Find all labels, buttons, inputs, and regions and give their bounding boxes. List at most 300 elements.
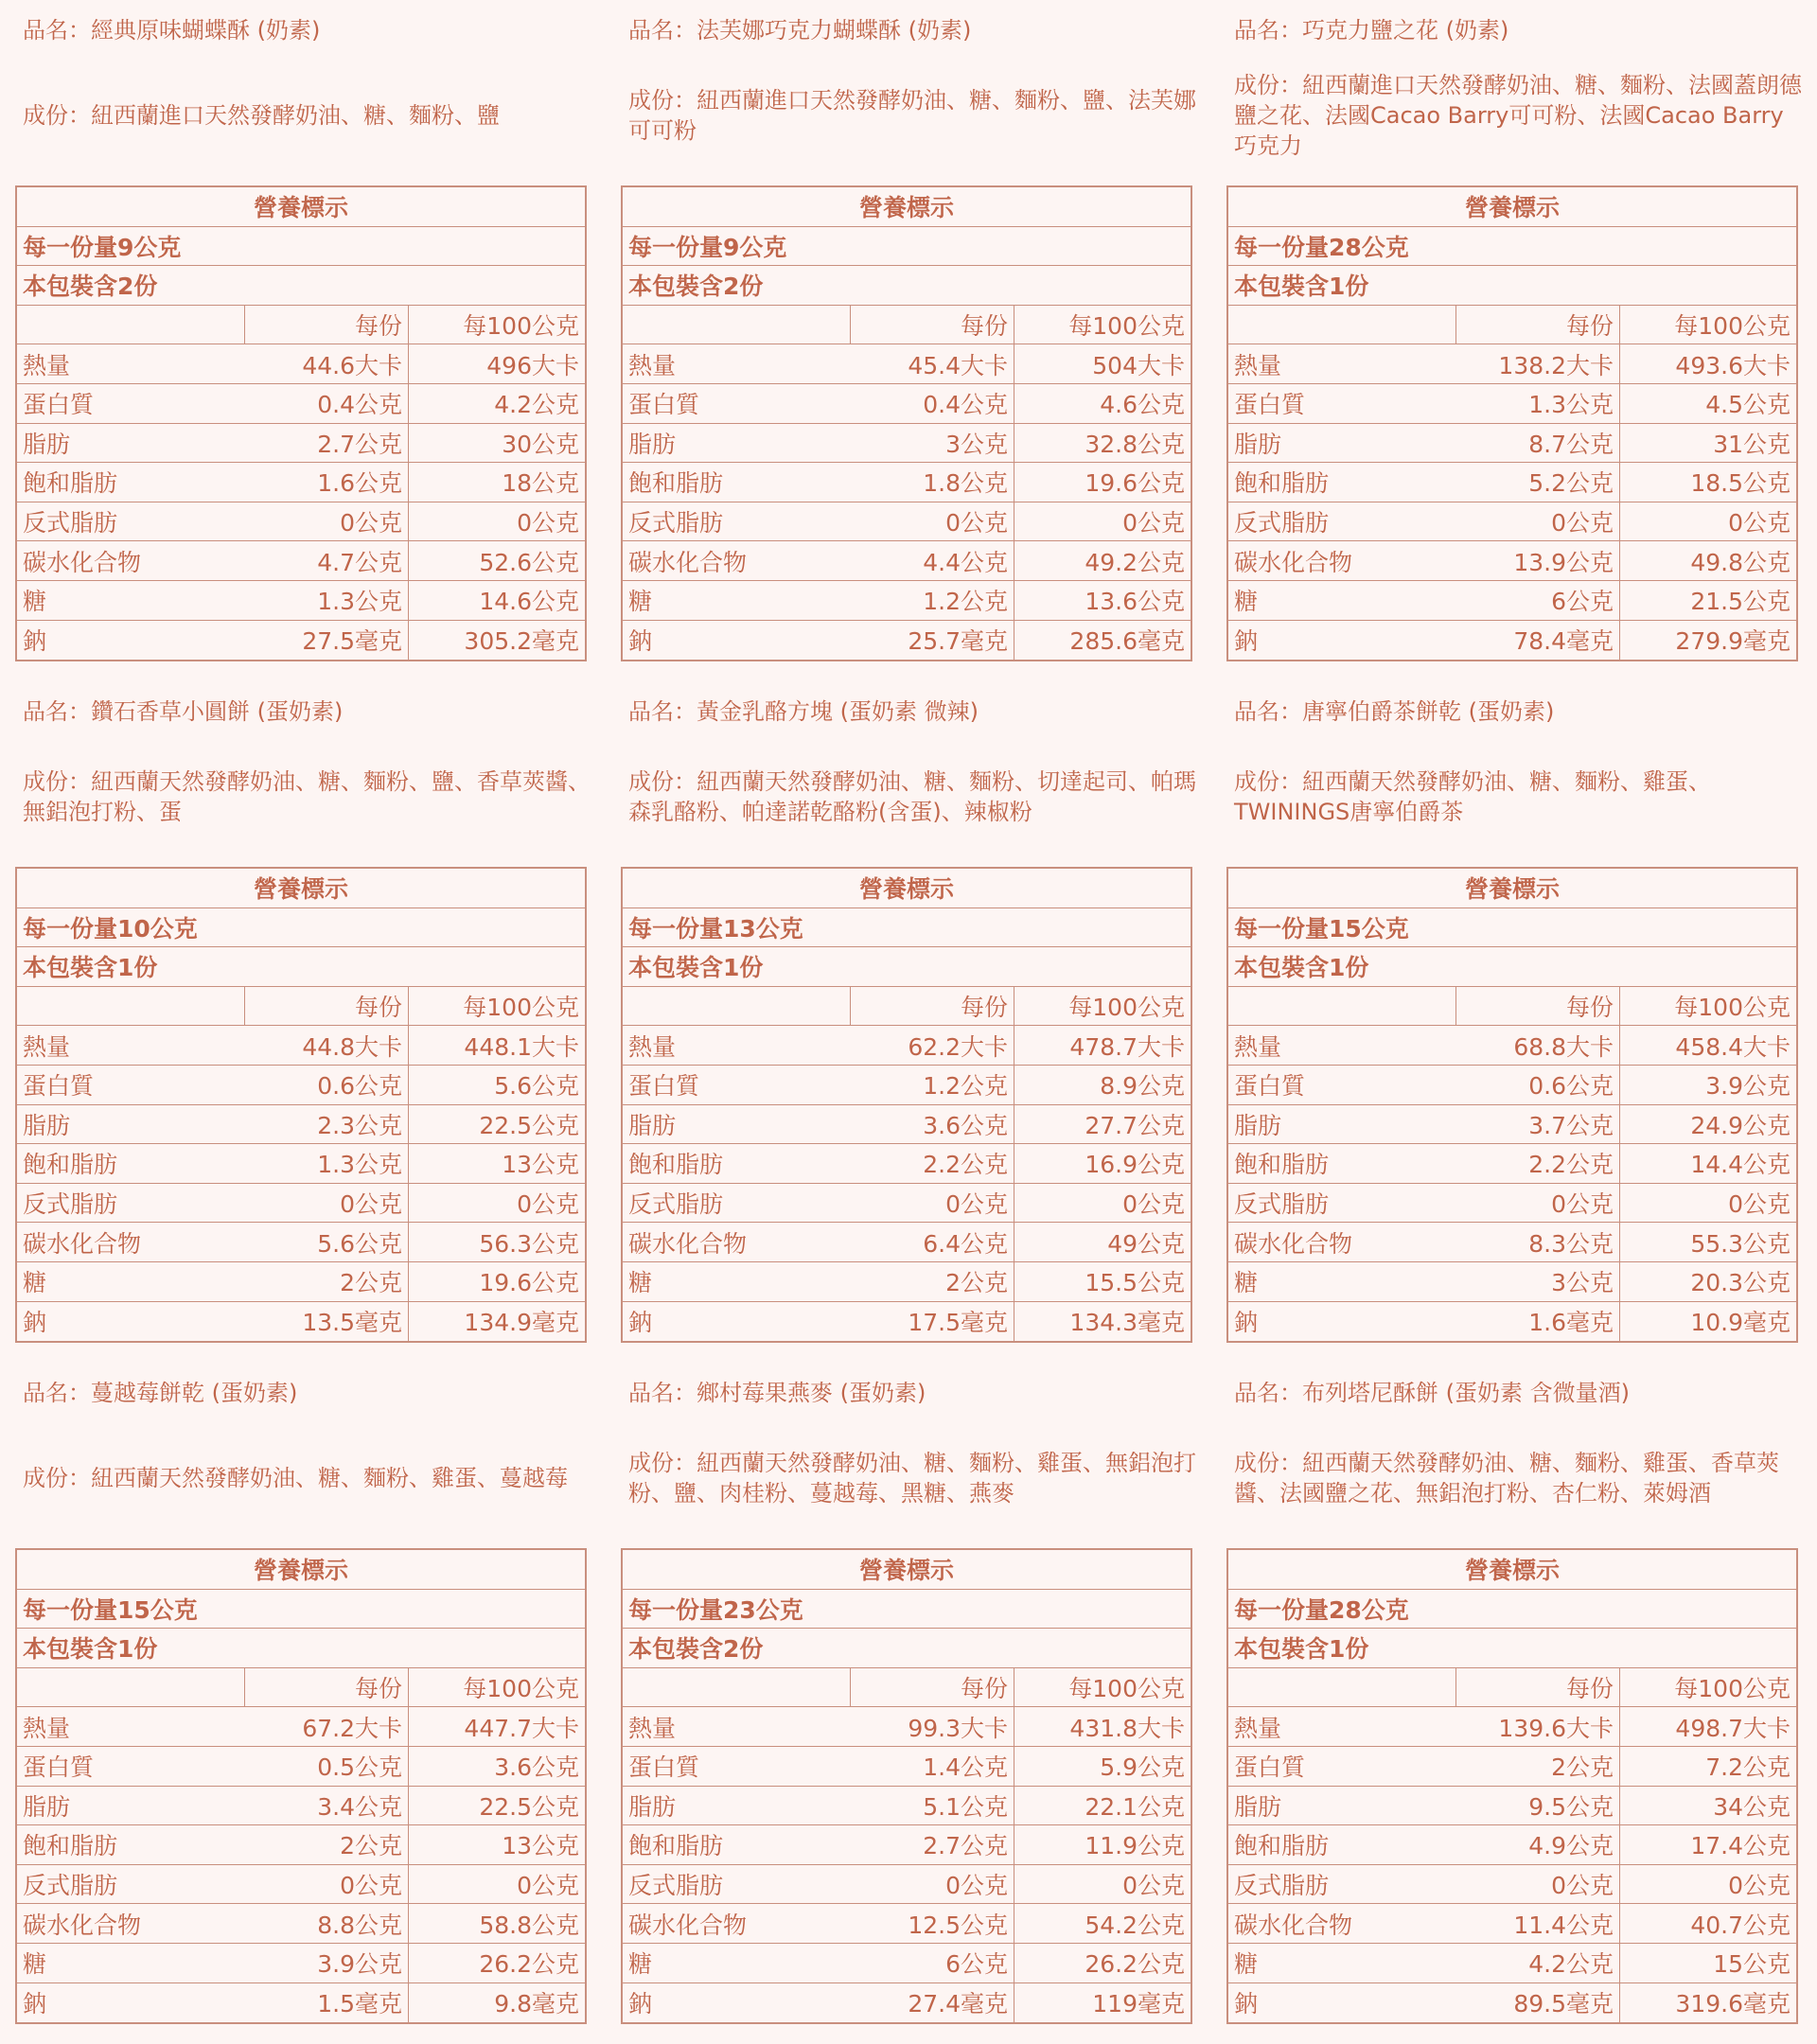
nutrient-label: 飽和脂肪 (1234, 469, 1330, 498)
per-100g-value: 22.1公克 (1085, 1792, 1185, 1821)
product-name: 品名：鄉村莓果燕麥 (蛋奶素) (628, 1380, 926, 1406)
table-row (17, 1825, 585, 1865)
per-100g-value: 478.7大卡 (1069, 1032, 1185, 1061)
nutrient-label: 糖 (628, 1269, 653, 1297)
nutrient-label: 脂肪 (1234, 1792, 1282, 1821)
per-serving-value: 3.6公克 (850, 1105, 1014, 1144)
per-100g-value: 7.2公克 (1705, 1753, 1791, 1782)
nutrient-label: 鈉 (1234, 627, 1259, 656)
per-serving-value: 0.5公克 (244, 1747, 409, 1786)
per-100g-value: 4.5公克 (1705, 391, 1791, 419)
per-serving-value: 4.2公克 (1455, 1944, 1620, 1982)
table-row (17, 1983, 585, 2023)
nutrition-title: 營養標示 (17, 1550, 585, 1590)
per-100g-value: 22.5公克 (479, 1111, 579, 1139)
per-serving-value: 13.5毫克 (244, 1302, 409, 1342)
per-100g-value: 49公克 (1107, 1229, 1185, 1258)
header-per-serving: 每份 (850, 987, 1014, 1026)
ingredients-value: 成份：紐西蘭進口天然發酵奶油、糖、麵粉、鹽 (23, 102, 500, 129)
table-row (17, 1787, 585, 1826)
per-100g-value: 22.5公克 (479, 1792, 579, 1821)
nutrient-label: 飽和脂肪 (628, 1151, 724, 1179)
per-100g-value: 19.6公克 (479, 1269, 579, 1297)
product-name: 品名：經典原味蝴蝶酥 (奶素) (23, 17, 321, 44)
nutrient-label: 蛋白質 (23, 391, 95, 419)
per-100g-value: 19.6公克 (1085, 469, 1185, 498)
ingredients-value: 成份：紐西蘭進口天然發酵奶油、糖、麵粉、鹽、法芙娜可可粉 (628, 87, 1196, 144)
nutrient-label: 鈉 (628, 1309, 653, 1337)
table-row (1228, 1223, 1796, 1262)
table-row (623, 1144, 1191, 1184)
per-serving-value: 1.6公克 (244, 463, 409, 502)
per-serving-value: 62.2大卡 (850, 1026, 1014, 1065)
per-serving-value: 89.5毫克 (1455, 1983, 1620, 2023)
table-row (17, 1747, 585, 1787)
product-name: 品名：巧克力鹽之花 (奶素) (1234, 17, 1509, 44)
table-row (17, 1904, 585, 1944)
per-100g-value: 54.2公克 (1085, 1911, 1185, 1939)
table-row (17, 502, 585, 542)
per-serving-value: 139.6大卡 (1455, 1707, 1620, 1746)
ingredients-value: 成份：紐西蘭天然發酵奶油、糖、麵粉、雞蛋、香草莢醬、法國鹽之花、無鋁泡打粉、杏仁粉、萊姆酒 (1234, 1450, 1779, 1507)
header-per-100g: 每100公克 (1068, 994, 1185, 1022)
per-100g-value: 26.2公克 (1085, 1950, 1185, 1979)
nutrient-label: 鈉 (1234, 1990, 1259, 2018)
per-serving-value: 0公克 (850, 1184, 1014, 1223)
serving-size: 每一份量10公克 (17, 908, 585, 948)
per-100g-value: 4.6公克 (1100, 391, 1185, 419)
nutrient-label: 脂肪 (1234, 430, 1282, 458)
per-100g-value: 18.5公克 (1690, 469, 1791, 498)
per-serving-value: 8.8公克 (244, 1904, 409, 1943)
nutrient-label: 反式脂肪 (628, 1872, 724, 1900)
ingredients-value: 成份：紐西蘭天然發酵奶油、糖、麵粉、鹽、香草莢醬、無鋁泡打粉、蛋 (23, 768, 591, 825)
nutrient-label: 碳水化合物 (1234, 1229, 1353, 1258)
table-row (623, 1066, 1191, 1105)
table-row (623, 384, 1191, 424)
per-serving-value: 5.2公克 (1455, 463, 1620, 502)
nutrient-label: 脂肪 (1234, 1111, 1282, 1139)
per-serving-value: 99.3大卡 (850, 1707, 1014, 1746)
table-row (1228, 621, 1796, 661)
ingredients-text (1234, 1431, 1802, 1525)
ingredients-value: 成份：紐西蘭天然發酵奶油、糖、麵粉、雞蛋、TWININGS唐寧伯爵茶 (1234, 768, 1711, 825)
per-100g-value: 56.3公克 (479, 1229, 579, 1258)
per-100g-value: 20.3公克 (1690, 1269, 1791, 1297)
table-row (17, 384, 585, 424)
nutrient-label: 碳水化合物 (23, 1229, 142, 1258)
table-row (1228, 344, 1796, 384)
per-100g-value: 31公克 (1713, 430, 1791, 458)
nutrition-table (1226, 185, 1798, 661)
serving-size: 每一份量28公克 (1228, 227, 1796, 267)
product-name: 品名：蔓越莓餅乾 (蛋奶素) (23, 1380, 298, 1406)
nutrient-label: 飽和脂肪 (1234, 1832, 1330, 1860)
nutrient-label: 鈉 (23, 1990, 47, 2018)
per-100g-value: 21.5公克 (1690, 588, 1791, 616)
servings-per-package: 本包裝含1份 (623, 947, 1191, 987)
per-serving-value: 8.7公克 (1455, 424, 1620, 463)
servings-per-package: 本包裝含1份 (1228, 1629, 1796, 1668)
product-name: 品名：唐寧伯爵茶餅乾 (蛋奶素) (1234, 698, 1555, 725)
per-serving-value: 78.4毫克 (1455, 621, 1620, 661)
per-100g-value: 285.6毫克 (1069, 627, 1185, 656)
per-100g-value: 0公克 (1728, 1872, 1791, 1900)
servings-per-package: 本包裝含1份 (17, 947, 585, 987)
nutrient-label: 反式脂肪 (23, 509, 118, 537)
header-per-100g: 每100公克 (463, 312, 579, 341)
per-serving-value: 4.9公克 (1455, 1825, 1620, 1864)
per-serving-value: 1.3公克 (1455, 384, 1620, 423)
header-per-serving: 每份 (244, 987, 409, 1026)
header-per-100g: 每100公克 (1674, 994, 1791, 1022)
table-row (1228, 1983, 1796, 2023)
table-row (1228, 1262, 1796, 1302)
nutrient-label: 熱量 (1234, 351, 1282, 379)
per-serving-value: 44.8大卡 (244, 1026, 409, 1065)
nutrient-label: 鈉 (1234, 1309, 1259, 1337)
nutrient-label: 飽和脂肪 (1234, 1151, 1330, 1179)
per-100g-value: 5.9公克 (1100, 1753, 1185, 1782)
table-row (17, 621, 585, 661)
nutrient-label: 蛋白質 (23, 1072, 95, 1101)
table-row (17, 1262, 585, 1302)
table-row (1228, 1302, 1796, 1342)
nutrition-table (621, 867, 1192, 1343)
per-100g-value: 319.6毫克 (1675, 1990, 1791, 2018)
per-serving-value: 0.4公克 (244, 384, 409, 423)
servings-per-package: 本包裝含1份 (17, 1629, 585, 1668)
per-100g-value: 13.6公克 (1085, 588, 1185, 616)
table-row (17, 1184, 585, 1224)
table-header-row (17, 306, 585, 345)
per-serving-value: 2.2公克 (1455, 1144, 1620, 1183)
ingredients-text (1234, 68, 1802, 163)
per-100g-value: 458.4大卡 (1675, 1032, 1791, 1061)
per-serving-value: 2公克 (244, 1262, 409, 1301)
nutrient-label: 糖 (1234, 1950, 1259, 1979)
per-serving-value: 3.9公克 (244, 1944, 409, 1982)
per-100g-value: 52.6公克 (479, 548, 579, 576)
header-per-100g: 每100公克 (463, 994, 579, 1022)
table-row (1228, 502, 1796, 542)
table-header-row (1228, 987, 1796, 1027)
per-100g-value: 0公克 (1122, 509, 1185, 537)
nutrient-label: 蛋白質 (1234, 1072, 1306, 1101)
ingredients-value: 成份：紐西蘭天然發酵奶油、糖、麵粉、切達起司、帕瑪森乳酪粉、帕達諾乾酪粉(含蛋)、辣椒粉 (628, 768, 1196, 825)
per-100g-value: 0公克 (517, 1872, 579, 1900)
servings-per-package: 本包裝含1份 (1228, 266, 1796, 306)
table-row (17, 541, 585, 581)
per-100g-value: 134.3毫克 (1069, 1309, 1185, 1337)
per-serving-value: 5.6公克 (244, 1223, 409, 1261)
nutrient-label: 脂肪 (23, 1792, 71, 1821)
per-100g-value: 8.9公克 (1100, 1072, 1185, 1101)
table-row (623, 1026, 1191, 1066)
serving-size: 每一份量9公克 (17, 227, 585, 267)
per-100g-value: 4.2公克 (494, 391, 579, 419)
ingredients-text (23, 749, 591, 844)
per-100g-value: 305.2毫克 (464, 627, 579, 656)
per-serving-value: 6公克 (1455, 581, 1620, 620)
nutrient-label: 脂肪 (628, 1792, 677, 1821)
product-name: 品名：法芙娜巧克力蝴蝶酥 (奶素) (628, 17, 972, 44)
table-header-row (623, 306, 1191, 345)
nutrition-table (621, 185, 1192, 661)
serving-size: 每一份量15公克 (17, 1590, 585, 1630)
per-100g-value: 26.2公克 (479, 1950, 579, 1979)
per-serving-value: 1.3公克 (244, 581, 409, 620)
per-serving-value: 45.4大卡 (850, 344, 1014, 383)
serving-size: 每一份量15公克 (1228, 908, 1796, 948)
per-serving-value: 9.5公克 (1455, 1787, 1620, 1825)
per-100g-value: 0公克 (1122, 1872, 1185, 1900)
header-per-serving: 每份 (850, 306, 1014, 344)
per-serving-value: 0公克 (244, 502, 409, 541)
per-serving-value: 11.4公克 (1455, 1904, 1620, 1943)
table-row (17, 1105, 585, 1145)
table-row (623, 1904, 1191, 1944)
per-serving-value: 1.4公克 (850, 1747, 1014, 1786)
nutrient-label: 碳水化合物 (628, 548, 748, 576)
table-row (17, 1865, 585, 1905)
header-per-serving: 每份 (1455, 987, 1620, 1026)
nutrient-label: 碳水化合物 (23, 1911, 142, 1939)
per-serving-value: 0公克 (850, 1865, 1014, 1904)
per-serving-value: 0公克 (1455, 1184, 1620, 1223)
nutrient-label: 糖 (1234, 1269, 1259, 1297)
table-row (1228, 1944, 1796, 1983)
table-row (17, 424, 585, 464)
nutrient-label: 反式脂肪 (23, 1872, 118, 1900)
table-row (623, 1787, 1191, 1826)
per-serving-value: 1.3公克 (244, 1144, 409, 1183)
table-row (17, 581, 585, 621)
header-per-100g: 每100公克 (1068, 312, 1185, 341)
nutrient-label: 反式脂肪 (1234, 1872, 1330, 1900)
table-row (17, 1707, 585, 1747)
nutrient-label: 蛋白質 (1234, 391, 1306, 419)
table-row (623, 424, 1191, 464)
nutrient-label: 飽和脂肪 (628, 1832, 724, 1860)
nutrient-label: 脂肪 (23, 430, 71, 458)
per-serving-value: 0.6公克 (1455, 1066, 1620, 1104)
servings-per-package: 本包裝含2份 (623, 1629, 1191, 1668)
table-row (1228, 1825, 1796, 1865)
nutrient-label: 熱量 (1234, 1032, 1282, 1061)
per-100g-value: 14.6公克 (479, 588, 579, 616)
table-row (17, 1026, 585, 1066)
nutrient-label: 飽和脂肪 (23, 1832, 118, 1860)
nutrient-label: 熱量 (628, 1714, 677, 1742)
per-serving-value: 3公克 (850, 424, 1014, 463)
ingredients-text (1234, 749, 1802, 844)
per-100g-value: 14.4公克 (1690, 1151, 1791, 1179)
table-row (1228, 1747, 1796, 1787)
per-100g-value: 279.9毫克 (1675, 627, 1791, 656)
ingredients-text (23, 1431, 591, 1525)
nutrition-table (1226, 867, 1798, 1343)
serving-size: 每一份量13公克 (623, 908, 1191, 948)
table-row (623, 1747, 1191, 1787)
per-serving-value: 6公克 (850, 1944, 1014, 1982)
header-per-100g: 每100公克 (1674, 1675, 1791, 1703)
per-serving-value: 68.8大卡 (1455, 1026, 1620, 1065)
table-row (1228, 1184, 1796, 1224)
per-100g-value: 18公克 (502, 469, 579, 498)
table-row (1228, 424, 1796, 464)
per-100g-value: 119毫克 (1092, 1990, 1185, 2018)
per-100g-value: 15公克 (1713, 1950, 1791, 1979)
nutrient-label: 糖 (23, 588, 47, 616)
per-serving-value: 0公克 (1455, 502, 1620, 541)
per-serving-value: 3.7公克 (1455, 1105, 1620, 1144)
per-100g-value: 0公克 (517, 1190, 579, 1219)
servings-per-package: 本包裝含1份 (1228, 947, 1796, 987)
table-row (623, 1223, 1191, 1262)
nutrient-label: 反式脂肪 (1234, 509, 1330, 537)
per-serving-value: 2公克 (244, 1825, 409, 1864)
per-serving-value: 27.5毫克 (244, 621, 409, 661)
table-row (623, 1302, 1191, 1342)
per-serving-value: 27.4毫克 (850, 1983, 1014, 2023)
per-serving-value: 3公克 (1455, 1262, 1620, 1301)
table-row (1228, 1865, 1796, 1905)
per-serving-value: 1.8公克 (850, 463, 1014, 502)
ingredients-text (23, 68, 591, 163)
nutrient-label: 糖 (628, 588, 653, 616)
product-name: 品名：黃金乳酪方塊 (蛋奶素 微辣) (628, 698, 979, 725)
table-row (17, 344, 585, 384)
per-serving-value: 0公克 (850, 502, 1014, 541)
table-row (623, 463, 1191, 502)
table-row (1228, 1707, 1796, 1747)
table-header-row (623, 1668, 1191, 1708)
per-100g-value: 504大卡 (1092, 351, 1185, 379)
header-per-serving: 每份 (1455, 306, 1620, 344)
table-row (1228, 1026, 1796, 1066)
nutrient-label: 糖 (628, 1950, 653, 1979)
nutrient-label: 熱量 (628, 1032, 677, 1061)
per-100g-value: 55.3公克 (1690, 1229, 1791, 1258)
table-row (623, 1983, 1191, 2023)
per-100g-value: 134.9毫克 (464, 1309, 579, 1337)
per-100g-value: 0公克 (1122, 1190, 1185, 1219)
nutrient-label: 熱量 (23, 1714, 71, 1742)
table-row (17, 1944, 585, 1983)
per-100g-value: 40.7公克 (1690, 1911, 1791, 1939)
nutrient-label: 熱量 (1234, 1714, 1282, 1742)
nutrient-label: 鈉 (628, 1990, 653, 2018)
table-header-row (17, 1668, 585, 1708)
nutrient-label: 碳水化合物 (628, 1229, 748, 1258)
nutrient-label: 飽和脂肪 (23, 1151, 118, 1179)
per-100g-value: 16.9公克 (1085, 1151, 1185, 1179)
nutrient-label: 糖 (23, 1269, 47, 1297)
nutrient-label: 反式脂肪 (1234, 1190, 1330, 1219)
per-serving-value: 25.7毫克 (850, 621, 1014, 661)
nutrition-title: 營養標示 (623, 187, 1191, 227)
table-row (623, 541, 1191, 581)
per-serving-value: 1.6毫克 (1455, 1302, 1620, 1342)
table-row (623, 1184, 1191, 1224)
per-100g-value: 10.9毫克 (1690, 1309, 1791, 1337)
per-100g-value: 49.8公克 (1690, 548, 1791, 576)
per-serving-value: 44.6大卡 (244, 344, 409, 383)
nutrient-label: 脂肪 (628, 430, 677, 458)
per-serving-value: 4.4公克 (850, 541, 1014, 580)
ingredients-value: 成份：紐西蘭天然發酵奶油、糖、麵粉、雞蛋、無鋁泡打粉、鹽、肉桂粉、蔓越莓、黑糖、燕麥 (628, 1450, 1196, 1507)
header-per-serving: 每份 (244, 1668, 409, 1707)
per-100g-value: 448.1大卡 (464, 1032, 579, 1061)
table-row (623, 621, 1191, 661)
nutrient-label: 糖 (23, 1950, 47, 1979)
per-serving-value: 67.2大卡 (244, 1707, 409, 1746)
header-per-serving: 每份 (244, 306, 409, 344)
per-serving-value: 3.4公克 (244, 1787, 409, 1825)
table-row (17, 1223, 585, 1262)
per-100g-value: 34公克 (1713, 1792, 1791, 1821)
servings-per-package: 本包裝含2份 (17, 266, 585, 306)
nutrition-title: 營養標示 (17, 869, 585, 908)
table-row (623, 581, 1191, 621)
per-serving-value: 5.1公克 (850, 1787, 1014, 1825)
table-row (623, 1825, 1191, 1865)
servings-per-package: 本包裝含2份 (623, 266, 1191, 306)
per-100g-value: 0公克 (1728, 1190, 1791, 1219)
nutrition-table (15, 867, 587, 1343)
per-100g-value: 17.4公克 (1690, 1832, 1791, 1860)
nutrient-label: 反式脂肪 (628, 1190, 724, 1219)
nutrition-table (621, 1548, 1192, 2024)
table-row (1228, 1066, 1796, 1105)
per-serving-value: 1.2公克 (850, 581, 1014, 620)
per-serving-value: 2公克 (850, 1262, 1014, 1301)
nutrient-label: 糖 (1234, 588, 1259, 616)
per-100g-value: 30公克 (502, 430, 579, 458)
nutrition-table (15, 1548, 587, 2024)
nutrient-label: 蛋白質 (628, 1753, 700, 1782)
per-100g-value: 0公克 (517, 509, 579, 537)
table-row (1228, 1144, 1796, 1184)
per-100g-value: 3.9公克 (1705, 1072, 1791, 1101)
nutrition-title: 營養標示 (623, 1550, 1191, 1590)
header-per-100g: 每100公克 (1068, 1675, 1185, 1703)
per-100g-value: 447.7大卡 (464, 1714, 579, 1742)
nutrition-table (1226, 1548, 1798, 2024)
table-row (17, 1302, 585, 1342)
nutrition-title: 營養標示 (1228, 187, 1796, 227)
per-100g-value: 58.8公克 (479, 1911, 579, 1939)
table-row (17, 463, 585, 502)
table-header-row (623, 987, 1191, 1027)
per-100g-value: 493.6大卡 (1675, 351, 1791, 379)
per-serving-value: 2公克 (1455, 1747, 1620, 1786)
table-row (1228, 463, 1796, 502)
per-100g-value: 32.8公克 (1085, 430, 1185, 458)
per-serving-value: 138.2大卡 (1455, 344, 1620, 383)
table-header-row (1228, 1668, 1796, 1708)
nutrient-label: 飽和脂肪 (628, 469, 724, 498)
header-per-100g: 每100公克 (463, 1675, 579, 1703)
per-100g-value: 5.6公克 (494, 1072, 579, 1101)
per-serving-value: 4.7公克 (244, 541, 409, 580)
per-100g-value: 27.7公克 (1085, 1111, 1185, 1139)
per-100g-value: 49.2公克 (1085, 548, 1185, 576)
nutrient-label: 脂肪 (23, 1111, 71, 1139)
nutrient-label: 蛋白質 (628, 391, 700, 419)
ingredients-text (628, 749, 1196, 844)
